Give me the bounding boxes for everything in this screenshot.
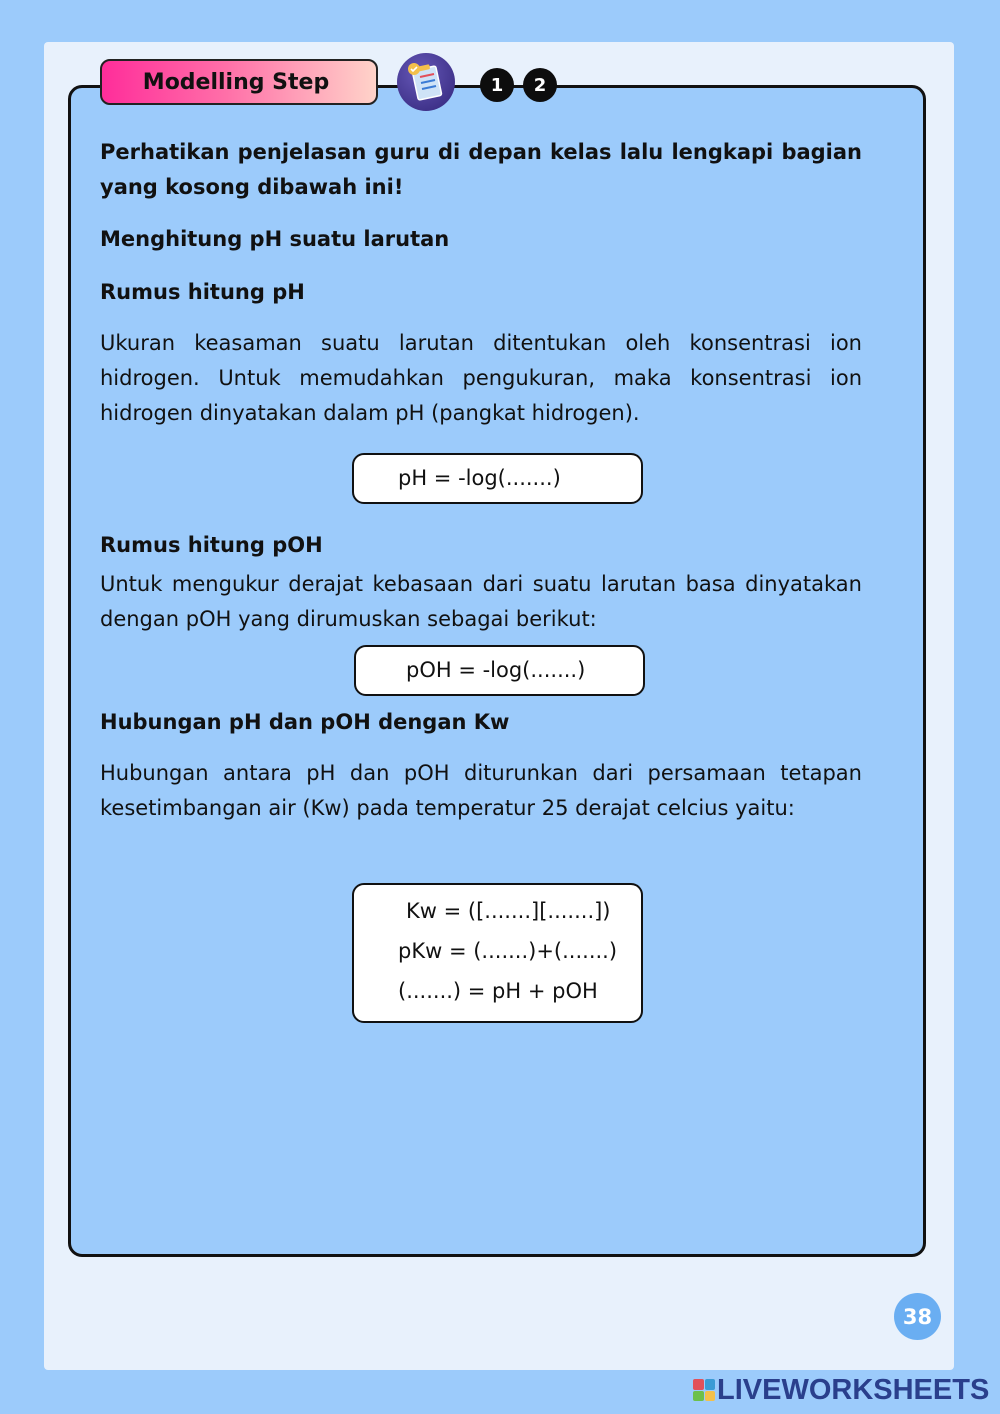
kw-heading: Hubungan pH dan pOH dengan Kw [100,710,510,734]
kw-formula-line-3: (.......) = pH + pOH [398,979,598,1003]
clipboard-checklist-icon [397,53,455,111]
step-number-2: 2 [523,68,557,102]
liveworksheets-logo-icon [693,1379,715,1401]
poh-heading: Rumus hitung pOH [100,533,323,557]
ph-paragraph: Ukuran keasaman suatu larutan ditentukan oleh konsentrasi ion hidrogen. Untuk memudahkan pengukuran, maka konsentrasi ion hidrogen dinyatakan dalam pH (pangkat hidrogen). [100,331,862,425]
poh-formula: pOH = -log(.......) [406,658,586,682]
section-title: Menghitung pH suatu larutan [100,227,450,251]
poh-formula-box[interactable] [354,645,645,696]
ph-formula-box[interactable] [352,453,643,504]
kw-paragraph: Hubungan antara pH dan pOH diturunkan dari persamaan tetapan kesetimbangan air (Kw) pada temperatur 25 derajat celcius yaitu: [100,761,862,820]
liveworksheets-watermark [693,1372,989,1408]
kw-formula-box[interactable] [352,883,643,1023]
ph-heading: Rumus hitung pH [100,280,305,304]
kw-formula-line-2: pKw = (.......)+(.......) [398,939,618,963]
ph-formula: pH = -log(.......) [398,466,561,490]
modelling-step-badge: Modelling Step [100,59,378,105]
page-number: 38 [894,1293,941,1340]
watermark-text: LIVEWORKSHEETS [717,1373,990,1406]
instruction-text: Perhatikan penjelasan guru di depan kelas lalu lengkapi bagian yang kosong dibawah ini! [100,140,862,199]
kw-formula-line-1: Kw = ([.......][.......]) [406,899,611,923]
poh-paragraph: Untuk mengukur derajat kebasaan dari suatu larutan basa dinyatakan dengan pOH yang dirumuskan sebagai berikut: [100,572,862,631]
step-number-1: 1 [480,68,514,102]
